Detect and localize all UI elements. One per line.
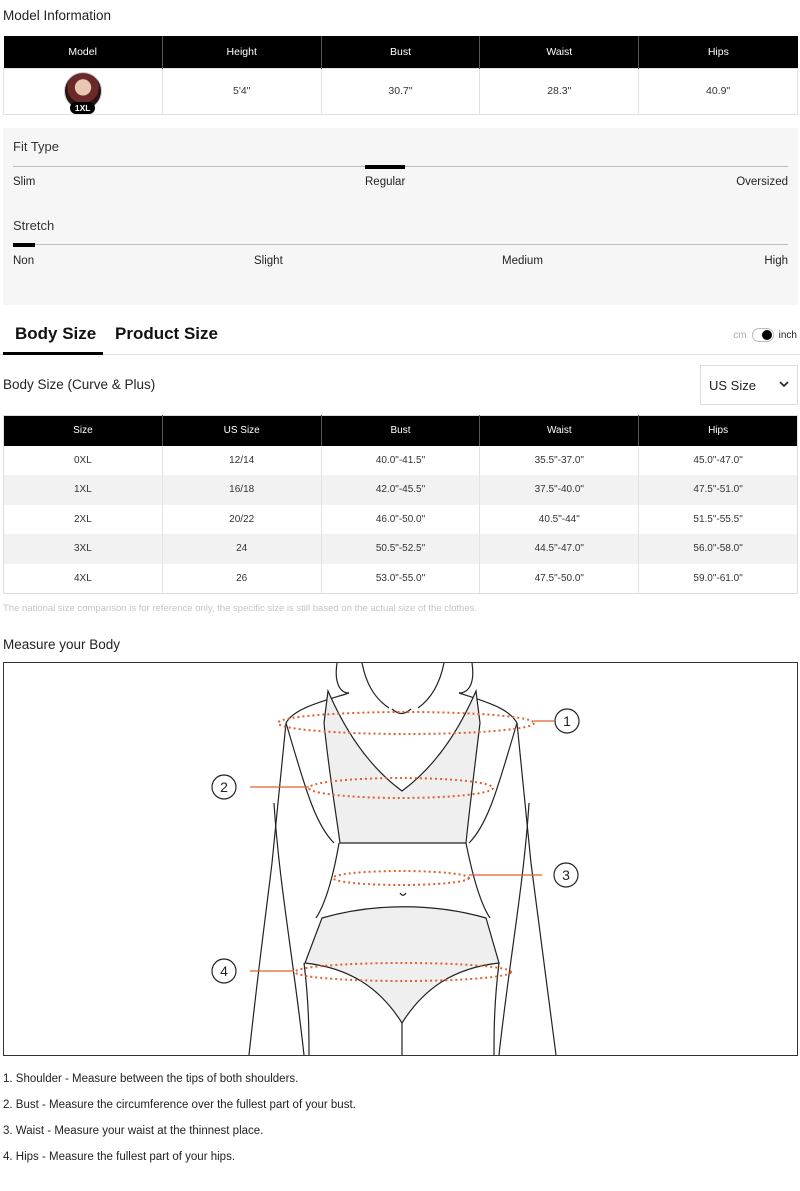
stretch-title: Stretch [13,218,55,233]
tabs-divider [0,354,800,355]
tab-body-size[interactable]: Body Size [15,324,97,343]
table-row [4,475,798,505]
model-avatar[interactable] [64,72,102,113]
marker-3-label: 3 [562,867,570,883]
hips-cell: 47.5"-51.0" [639,475,798,505]
size-cell: 1XL [4,475,163,505]
waist-cell: 40.5"-44" [480,505,639,535]
model-bust: 30.7" [321,68,480,114]
active-tab-indicator [3,352,103,355]
size-table [3,415,798,594]
hips-cell: 56.0"-58.0" [639,534,798,564]
hips-cell: 59.0"-61.0" [693,572,743,584]
model-header: Model [4,36,163,68]
unit-inch-label[interactable]: inch [778,329,797,341]
body-illustration [4,663,797,1055]
waist-cell: 37.5"-40.0" [480,475,639,505]
size-cell: 2XL [4,505,163,535]
us-size-cell: 16/18 [162,475,321,505]
instruction-bust: 2. Bust - Measure the circumference over the fullest part of your bust. [3,1099,356,1111]
hips-header: Hips [639,36,798,68]
us-size-header: US Size [162,416,321,446]
fit-type-title: Fit Type [13,139,60,154]
hips-cell: 51.5"-55.5" [693,513,743,525]
bust-cell: 46.0"-50.0" [321,505,480,535]
marker-4-label: 4 [220,963,228,979]
stretch-scale [13,244,788,245]
waist-header: Waist [480,416,639,446]
unit-toggle[interactable] [733,328,797,342]
table-row [4,446,798,476]
table-row [4,534,798,564]
instruction-waist: 3. Waist - Measure your waist at the thinnest place. [3,1125,264,1137]
marker-1-label: 1 [563,713,571,729]
body-size-label: Body Size (Curve & Plus) [3,377,156,392]
stretch-label-medium: Medium [502,255,543,267]
fit-label-slim: Slim [13,176,36,188]
marker-2-label: 2 [220,779,228,795]
stretch-label-non: Non [13,255,35,267]
stretch-marker [13,243,35,247]
measure-figure [3,662,798,1056]
waist-cell: 47.5"-50.0" [480,564,639,594]
waist-header: Waist [480,36,639,68]
instruction-hips: 4. Hips - Measure the fullest part of your hips. [3,1151,236,1163]
tab-product-size[interactable]: Product Size [115,324,218,343]
bust-header: Bust [321,36,480,68]
unit-switch-knob [762,330,772,340]
us-size-cell: 26 [162,564,321,594]
fit-label-regular: Regular [365,176,406,188]
us-size-cell: 12/14 [162,446,321,476]
fit-type-marker [365,165,405,169]
instruction-shoulder: 1. Shoulder - Measure between the tips of both shoulders. [3,1073,299,1085]
table-row [4,564,798,594]
bust-cell: 40.0"-41.5" [321,446,480,476]
measure-title: Measure your Body [3,637,121,652]
model-size-badge: 1XL [70,102,96,114]
unit-cm-label[interactable]: cm [733,329,747,341]
model-cell [4,68,163,114]
unit-switch[interactable] [752,328,774,342]
size-header: Size [4,416,163,446]
us-size-cell: 24 [162,534,321,564]
fit-panel [3,128,798,305]
bust-cell: 42.0"-45.5" [321,475,480,505]
hips-header: Hips [639,416,798,446]
us-size-cell: 20/22 [162,505,321,535]
chevron-down-icon [779,379,789,391]
model-height: 5'4" [162,68,321,114]
bust-cell: 53.0"-55.0" [321,564,480,594]
model-info-table [3,36,798,115]
model-hips: 40.9" [639,68,798,114]
height-header: Height [162,36,321,68]
size-cell: 0XL [4,446,163,476]
size-standard-select[interactable] [700,365,798,405]
model-row [4,68,798,114]
model-info-title: Model Information [3,8,112,23]
fit-label-oversized: Oversized [736,176,788,188]
model-waist: 28.3" [480,68,639,114]
stretch-label-high: High [764,255,788,267]
bust-header: Bust [321,416,480,446]
hips-cell: 45.0"-47.0" [693,454,743,466]
size-cell: 4XL [4,564,163,594]
stretch-label-slight: Slight [254,255,283,267]
bust-cell: 50.5"-52.5" [321,534,480,564]
size-cell: 3XL [4,534,163,564]
waist-cell: 35.5"-37.0" [480,446,639,476]
size-note: The national size comparison is for reference only, the specific size is still based on the actual size of the clothes. [3,603,478,614]
size-standard-value: US Size [709,377,756,393]
table-row [4,505,798,535]
waist-cell: 44.5"-47.0" [480,534,639,564]
